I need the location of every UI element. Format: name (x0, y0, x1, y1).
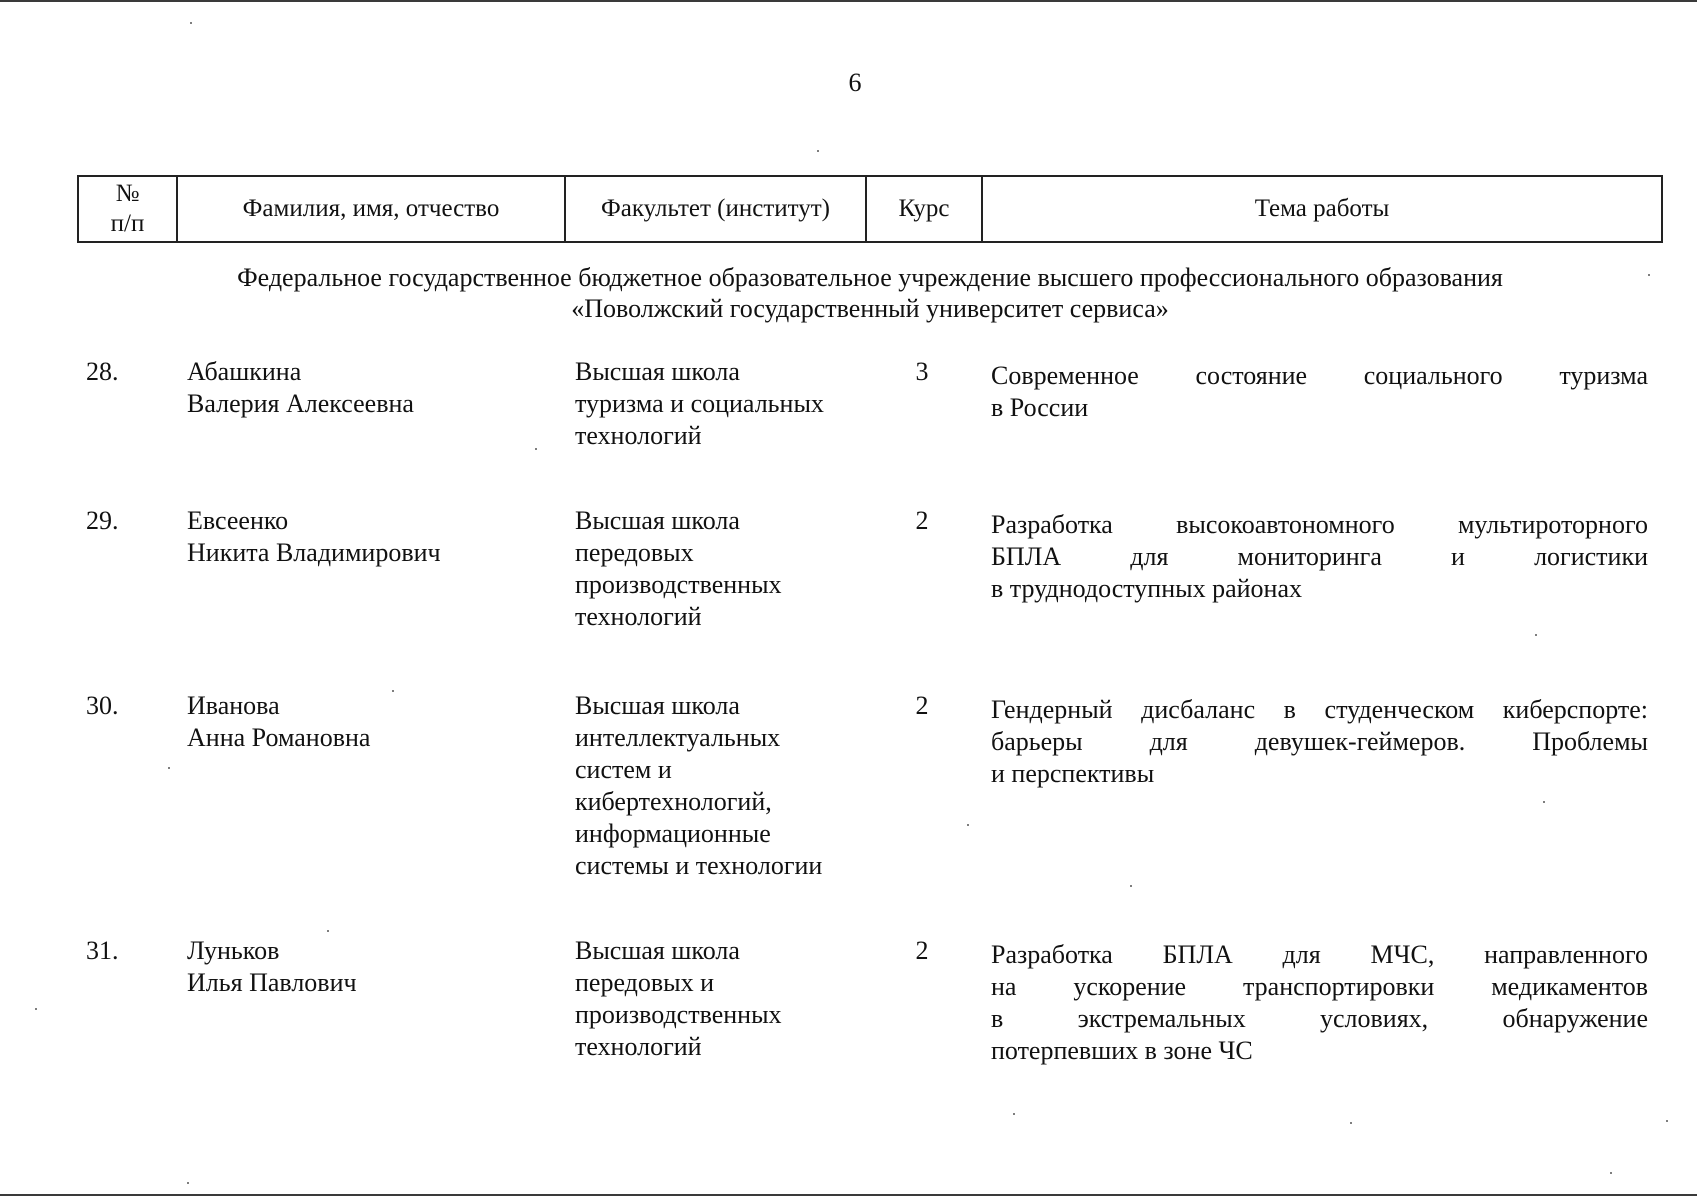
row-number: 30. (86, 691, 119, 720)
row-number: 28. (86, 357, 119, 386)
topic-line: Современное состояние социального туризма (991, 361, 1648, 390)
faculty-line: передовых (575, 538, 694, 567)
scan-speck (967, 824, 969, 826)
row-number: 29. (86, 506, 119, 535)
course-number: 2 (915, 936, 929, 965)
header-cell-course: Курс (866, 176, 982, 242)
organization-heading (80, 262, 1660, 324)
student-given-names: Анна Романовна (187, 723, 371, 752)
scan-speck (1666, 1120, 1668, 1122)
scan-speck (168, 767, 170, 769)
header-row (78, 176, 1662, 242)
header-cell-topic: Тема работы (982, 176, 1662, 242)
faculty-line: системы и технологии (575, 851, 823, 880)
faculty-line: технологий (575, 1032, 702, 1061)
faculty-line: Высшая школа (575, 506, 740, 535)
student-name (187, 505, 567, 569)
topic-line: в экстремальных условиях, обнаружение (991, 1004, 1648, 1033)
scan-speck (1535, 634, 1537, 636)
scan-speck (1130, 885, 1132, 887)
topic-line-last: в труднодоступных районах (991, 574, 1303, 603)
student-surname: Абашкина (187, 357, 302, 386)
faculty-line: технологий (575, 602, 702, 631)
row-number: 31. (86, 936, 119, 965)
thesis-topic (991, 694, 1648, 790)
student-given-names: Никита Владимирович (187, 538, 441, 567)
student-name (187, 935, 567, 999)
scan-speck (1013, 1113, 1015, 1115)
student-name (187, 356, 567, 420)
scan-speck (817, 150, 819, 152)
faculty-line: передовых и (575, 968, 715, 997)
scan-speck (190, 22, 192, 24)
page-number: 6 (848, 68, 862, 97)
topic-line: на ускорение транспортировки медикаментов (991, 972, 1648, 1001)
organization-name-line1: Федеральное государственное бюджетное образовательное учреждение высшего профессионального образования (237, 263, 1503, 292)
scan-speck (392, 690, 394, 692)
topic-line: БПЛА для мониторинга и логистики (991, 542, 1648, 571)
topic-line: Гендерный дисбаланс в студенческом киберспорте: (991, 695, 1648, 724)
faculty-line: информационные (575, 819, 771, 848)
faculty-line: кибертехнологий, (575, 787, 772, 816)
header-number-abbr: п/п (110, 210, 145, 237)
scan-speck (1648, 274, 1650, 276)
header-number-symbol: № (115, 180, 140, 207)
faculty (575, 505, 875, 633)
header-cell-name: Фамилия, имя, отчество (177, 176, 565, 242)
scan-speck (187, 1182, 189, 1184)
student-surname: Евсеенко (187, 506, 289, 535)
scan-speck (35, 1008, 37, 1010)
topic-line: барьеры для девушек-геймеров. Проблемы (991, 727, 1648, 756)
thesis-topic (991, 939, 1648, 1067)
header-cell-number (78, 176, 177, 242)
scan-speck (535, 448, 537, 450)
topic-line-last: потерпевших в зоне ЧС (991, 1036, 1253, 1065)
thesis-topic (991, 360, 1648, 424)
thesis-topic (991, 509, 1648, 605)
scan-speck (327, 930, 329, 932)
student-given-names: Илья Павлович (187, 968, 357, 997)
faculty (575, 690, 875, 882)
student-name (187, 690, 567, 754)
faculty-line: Высшая школа (575, 357, 740, 386)
faculty-line: туризма и социальных (575, 389, 824, 418)
faculty (575, 356, 875, 452)
faculty-line: технологий (575, 421, 702, 450)
topic-line-last: в России (991, 393, 1089, 422)
topic-line: Разработка высокоавтономного мультироторного (991, 510, 1648, 539)
faculty-line: производственных (575, 570, 782, 599)
course-number: 2 (915, 691, 929, 720)
faculty-line: систем и (575, 755, 672, 784)
course-number: 2 (915, 506, 929, 535)
faculty-line: производственных (575, 1000, 782, 1029)
faculty-line: Высшая школа (575, 691, 740, 720)
faculty-line: Высшая школа (575, 936, 740, 965)
scan-speck (1610, 1172, 1612, 1174)
faculty-line: интеллектуальных (575, 723, 781, 752)
student-surname: Луньков (187, 936, 280, 965)
student-surname: Иванова (187, 691, 280, 720)
scan-speck (1350, 1122, 1352, 1124)
course-number: 3 (915, 357, 929, 386)
topic-line-last: и перспективы (991, 759, 1155, 788)
header-cell-faculty: Факультет (институт) (565, 176, 866, 242)
bottom-border-line (0, 1194, 1697, 1196)
student-given-names: Валерия Алексеевна (187, 389, 414, 418)
faculty (575, 935, 875, 1063)
top-border-line (0, 0, 1697, 2)
scan-speck (1543, 801, 1545, 803)
topic-line: Разработка БПЛА для МЧС, направленного (991, 940, 1648, 969)
column-header-table (77, 175, 1663, 243)
organization-name-line2: «Поволжский государственный университет сервиса» (571, 294, 1169, 323)
